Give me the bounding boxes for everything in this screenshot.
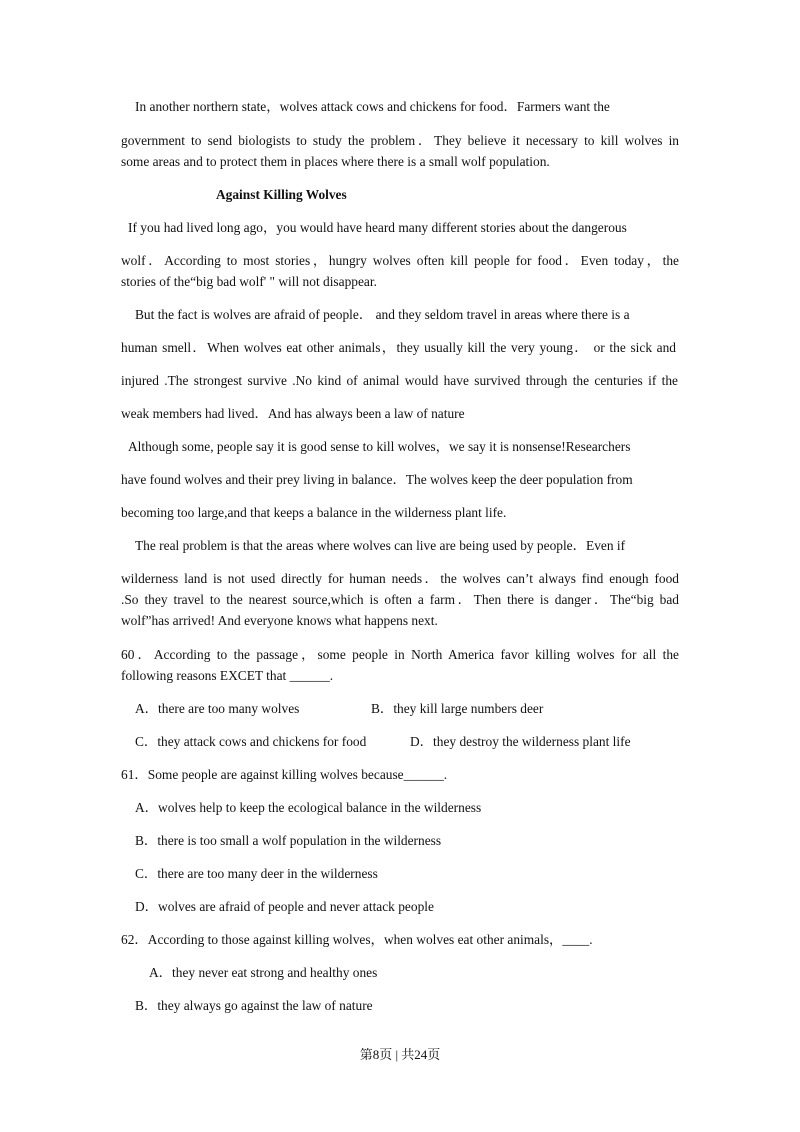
- question-62-option-b: B．they always go against the law of nature: [135, 998, 373, 1013]
- paragraph-3-line-3: injured .The strongest survive .No kind of animal would have survived through the centuries if the: [121, 373, 678, 388]
- paragraph-5-line-4: wolf”has arrived! And everyone knows what happens next.: [121, 613, 438, 628]
- paragraph-2-line-3: stories of the“big bad wolf' " will not disappear.: [121, 274, 377, 289]
- question-61-option-a: A．wolves help to keep the ecological balance in the wilderness: [135, 800, 482, 815]
- paragraph-4-line-3: becoming too large,and that keeps a balance in the wilderness plant life.: [121, 505, 507, 520]
- paragraph-1-line-1: In another northern state，wolves attack cows and chickens for food．Farmers want the: [135, 99, 610, 114]
- paragraph-3-line-1: But the fact is wolves are afraid of people． and they seldom travel in areas where there is a: [135, 307, 630, 322]
- question-60-stem-line-2: following reasons EXCET that ______.: [121, 668, 334, 683]
- paragraph-5-line-2: wilderness land is not used directly for human needs．the wolves can’t always find enough food: [121, 571, 679, 586]
- paragraph-1-line-3: some areas and to protect them in places where there is a small wolf population.: [121, 154, 550, 169]
- question-60-option-d: D．they destroy the wilderness plant life: [410, 734, 631, 749]
- question-61-option-c: C．there are too many deer in the wilderness: [135, 866, 378, 881]
- paragraph-4-line-2: have found wolves and their prey living in balance．The wolves keep the deer population from: [121, 472, 633, 487]
- paragraph-3-line-4: weak members had lived．And has always been a law of nature: [121, 406, 465, 421]
- paragraph-5-line-1: The real problem is that the areas where wolves can live are being used by people．Even if: [135, 538, 626, 553]
- paragraph-2-line-1: If you had lived long ago，you would have heard many different stories about the dangerous: [128, 220, 627, 235]
- question-61-option-d: D．wolves are afraid of people and never attack people: [135, 899, 434, 914]
- paragraph-3-line-2: human smell．When wolves eat other animals，they usually kill the very young． or the sick and: [121, 340, 676, 355]
- paragraph-5-line-3: .So they travel to the nearest source,which is often a farm．Then there is danger．The“big bad: [121, 592, 679, 607]
- paragraph-1-line-2: government to send biologists to study the problem．They believe it necessary to kill wolves in: [121, 133, 679, 148]
- question-62-option-a: A．they never eat strong and healthy ones: [149, 965, 378, 980]
- question-60-option-a: A．there are too many wolves: [135, 701, 300, 716]
- question-60-stem-line-1: 60．According to the passage，some people in North America favor killing wolves for all the: [121, 647, 679, 662]
- paragraph-4-line-1: Although some, people say it is good sense to kill wolves，we say it is nonsense!Researchers: [128, 439, 631, 454]
- section-heading: Against Killing Wolves: [216, 187, 347, 202]
- paragraph-2-line-2: wolf．According to most stories，hungry wolves often kill people for food．Even today，the: [121, 253, 679, 268]
- question-60-option-b: B．they kill large numbers deer: [371, 701, 544, 716]
- question-61-stem: 61．Some people are against killing wolves because______.: [121, 767, 448, 782]
- question-62-stem: 62．According to those against killing wolves，when wolves eat other animals，____.: [121, 932, 593, 947]
- page-footer: 第8页 | 共24页: [359, 1047, 441, 1062]
- question-61-option-b: B．there is too small a wolf population in the wilderness: [135, 833, 442, 848]
- question-60-option-c: C．they attack cows and chickens for food: [135, 734, 367, 749]
